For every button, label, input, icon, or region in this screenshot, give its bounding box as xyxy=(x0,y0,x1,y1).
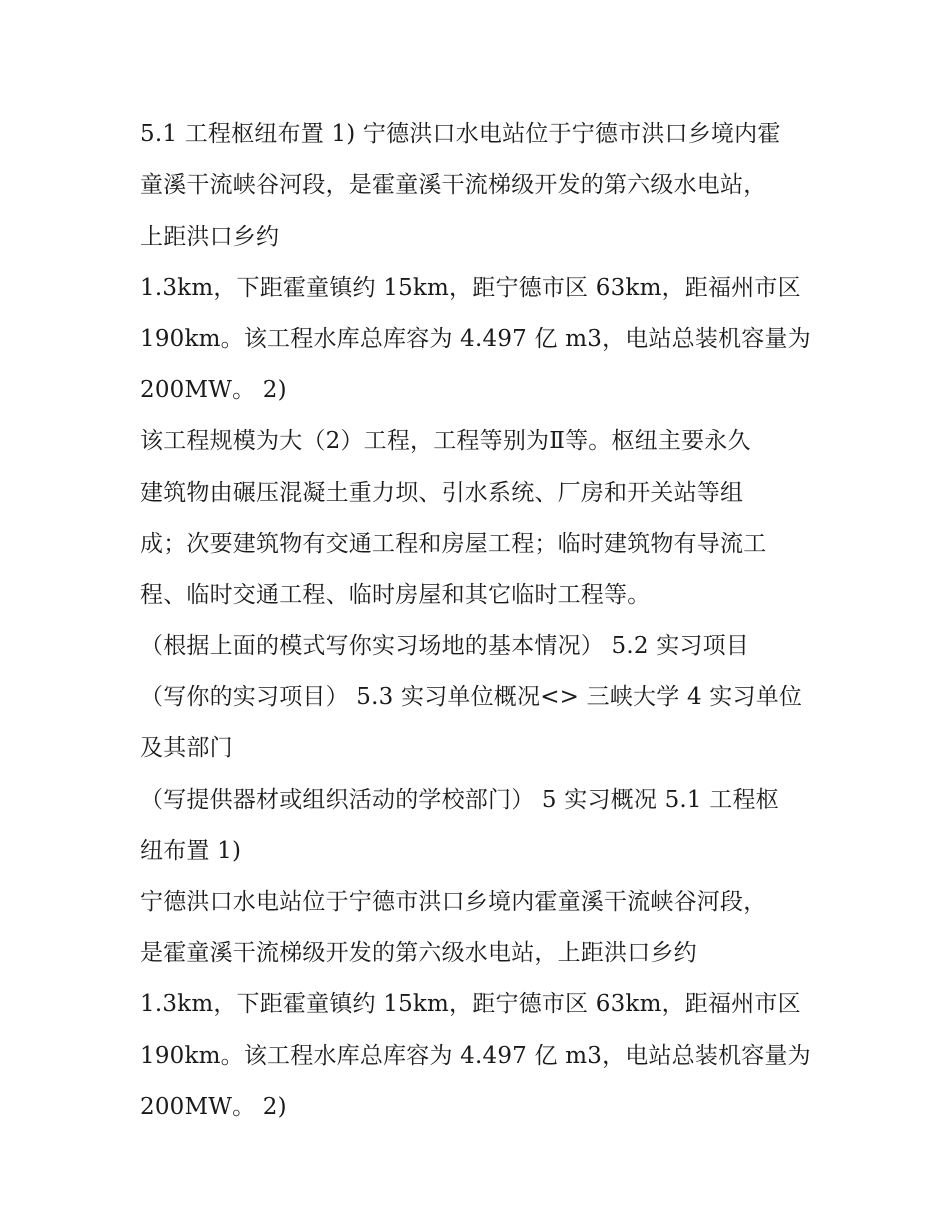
text-line: 纽布置 1) xyxy=(140,837,242,864)
text-line: （根据上面的模式写你实习场地的基本情况） 5.2 实习项目 xyxy=(140,633,749,660)
text-line: 童溪干流峡谷河段，是霍童溪干流梯级开发的第六级水电站， xyxy=(140,172,767,199)
text-line: 建筑物由碾压混凝土重力坝、引水系统、厂房和开关站等组 xyxy=(140,479,744,506)
text-line: 5.1 工程枢纽布置 1) 宁德洪口水电站位于宁德市洪口乡境内霍 xyxy=(140,121,781,148)
text-line: （写提供器材或组织活动的学校部门） 5 实习概况 5.1 工程枢 xyxy=(140,786,779,813)
text-line: 1.3km，下距霍童镇约 15km，距宁德市区 63km，距福州市区 xyxy=(140,274,801,301)
text-line: 程、临时交通工程、临时房屋和其它临时工程等。 xyxy=(140,581,651,608)
text-line: 及其部门 xyxy=(140,735,233,762)
document-body xyxy=(140,108,830,1132)
text-line: 200MW。 2) xyxy=(140,377,287,404)
text-line: 200MW。 2) xyxy=(140,1093,287,1120)
text-line: 1.3km，下距霍童镇约 15km，距宁德市区 63km，距福州市区 xyxy=(140,991,801,1018)
text-line: 宁德洪口水电站位于宁德市洪口乡境内霍童溪干流峡谷河段， xyxy=(140,889,767,915)
text-line: （写你的实习项目） 5.3 实习单位概况<> 三峡大学 4 实习单位 xyxy=(140,684,803,711)
text-line: 成；次要建筑物有交通工程和房屋工程；临时建筑物有导流工 xyxy=(140,530,767,557)
text-line: 190km。该工程水库总库容为 4.497 亿 m3，电站总装机容量为 xyxy=(140,325,811,352)
text-line: 190km。该工程水库总库容为 4.497 亿 m3，电站总装机容量为 xyxy=(140,1042,811,1069)
text-line: 上距洪口乡约 xyxy=(140,223,280,250)
text-line: 该工程规模为大（2）工程，工程等别为Ⅱ等。枢纽主要永久 xyxy=(140,428,751,455)
text-line: 是霍童溪干流梯级开发的第六级水电站，上距洪口乡约 xyxy=(140,940,697,967)
